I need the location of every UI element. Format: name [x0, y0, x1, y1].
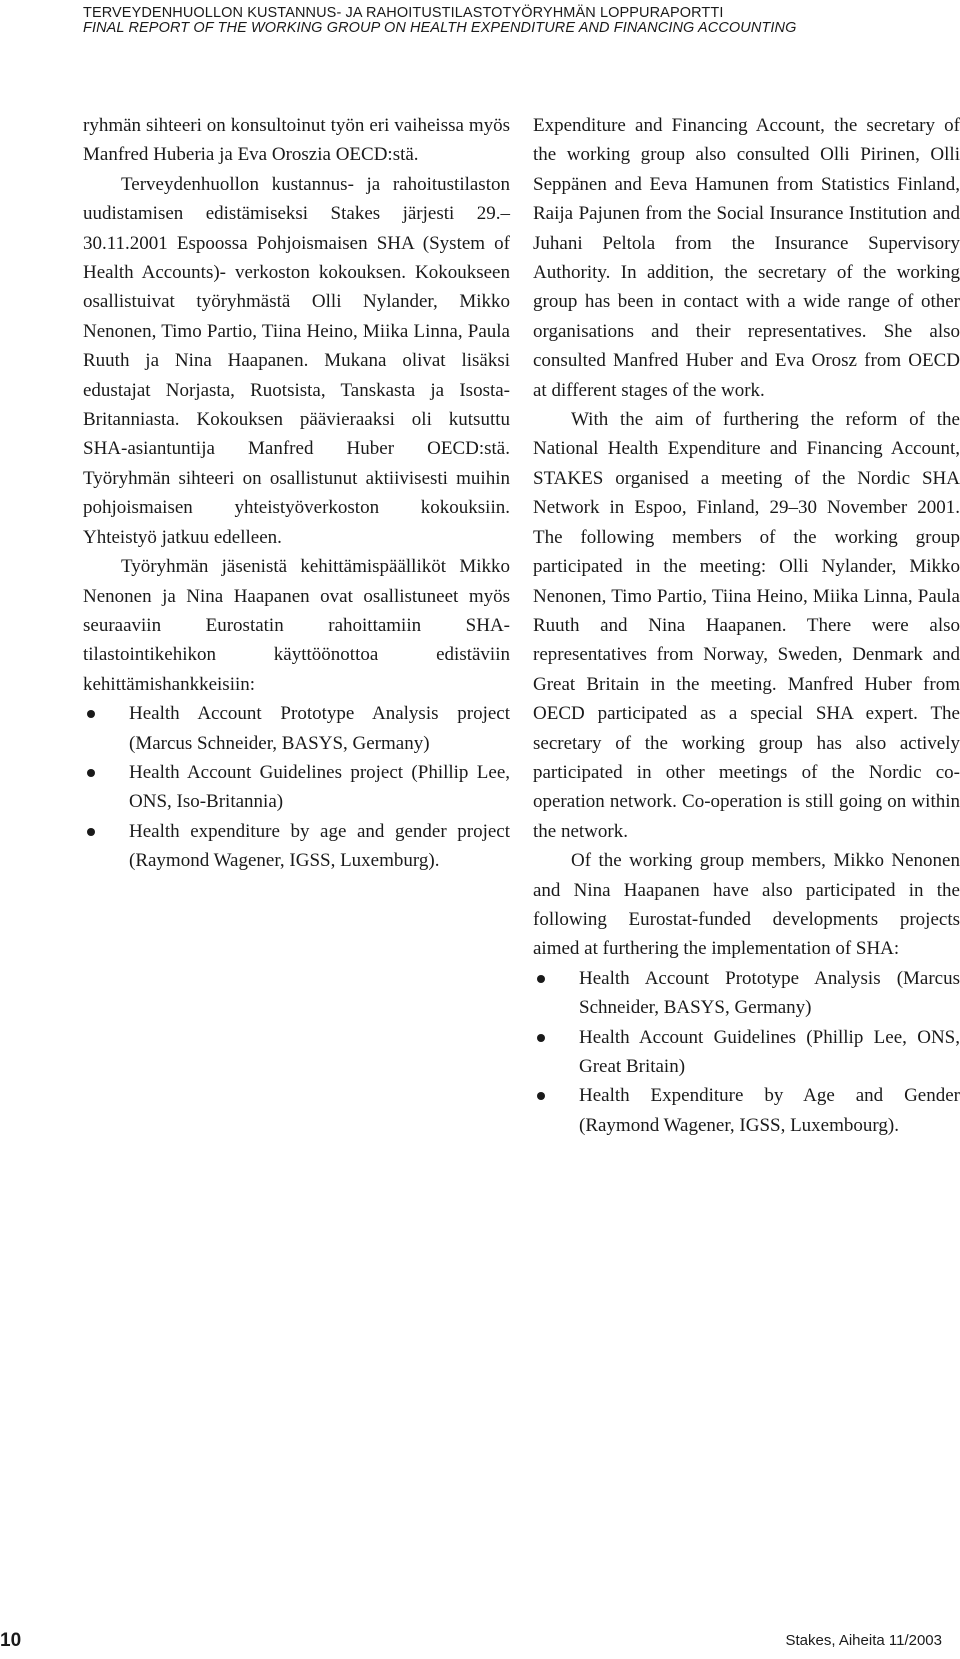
- bullet-icon: [537, 975, 545, 983]
- left-paragraph-3: Työryhmän jäsenistä kehittämispäälliköt Mikko Nenonen ja Nina Haapanen ovat osallistuneet myös seuraaviin Eurostatin rahoittamiin SHA-tilastointikehikon käyttöönottoa edistäviin kehittämishankkeisiin:: [83, 556, 510, 695]
- list-item: [533, 1023, 960, 1082]
- bullet-icon: [537, 1034, 545, 1042]
- header-title-finnish: TERVEYDENHUOLLON KUSTANNUS- JA RAHOITUSTILASTOTYÖRYHMÄN LOPPURAPORTTI: [83, 5, 724, 21]
- list-item-text: Health Account Guidelines (Phillip Lee, ONS, Great Britain): [579, 1026, 960, 1077]
- list-item: [533, 964, 960, 1023]
- list-item: [533, 1081, 960, 1140]
- left-bullet-list: [83, 699, 510, 875]
- page-number: 10: [0, 1630, 22, 1651]
- right-column: [533, 111, 960, 1140]
- left-paragraph-1: ryhmän sihteeri on konsultoinut työn eri vaiheissa myös Manfred Huberia ja Eva Oroszia OECD:stä.: [83, 115, 510, 166]
- list-item-text: Health Account Prototype Analysis project (Marcus Schneider, BASYS, Germany): [129, 703, 510, 754]
- right-paragraph-2: With the aim of furthering the reform of the National Health Expenditure and Financing Account, STAKES organised a meeting of the Nordic SHA Network in Espoo, Finland, 29–30 November 2001. The following members of the working group participated in the meeting: Olli Nylander, Mikko Nenonen, Timo Partio, Tiina Heino, Miika Linna, Paula Ruuth and Nina Haapanen. There were also representatives from Norway, Sweden, Denmark and Great Britain in the meeting. Manfred Huber from OECD participated as a special SHA expert. The secretary of the working group has also actively participated in other meetings of the Nordic co-operation network. Co-operation is still going on within the network.: [533, 409, 960, 842]
- right-paragraph-3: Of the working group members, Mikko Nenonen and Nina Haapanen have also participated in the following Eurostat-funded developments projects aimed at furthering the implementation of SHA:: [533, 850, 960, 960]
- list-item-text: Health Account Guidelines project (Phillip Lee, ONS, Iso-Britannia): [129, 761, 510, 813]
- footer-source: Stakes, Aiheita 11/2003: [785, 1632, 942, 1649]
- running-header: [83, 6, 796, 36]
- list-item-text: Health expenditure by age and gender project (Raymond Wagener, IGSS, Luxemburg).: [129, 820, 510, 872]
- bullet-icon: [87, 769, 95, 777]
- header-title-english: FINAL REPORT OF THE WORKING GROUP ON HEALTH EXPENDITURE AND FINANCING ACCOUNTING: [83, 20, 797, 36]
- right-paragraph-1: Expenditure and Financing Account, the secretary of the working group also consulted Olli Pirinen, Olli Seppänen and Eeva Hamunen from Statistics Finland, Raija Pajunen from the Social Insurance Institution and Juhani Peltola from the Insurance Supervisory Authority. In addition, the secretary of the working group has been in contact with a wide range of other organisations and their representatives. She also consulted Manfred Huber and Eva Orosz from OECD at different stages of the work.: [533, 115, 960, 401]
- list-item: [83, 817, 510, 876]
- bullet-icon: [537, 1092, 545, 1100]
- bullet-icon: [87, 828, 95, 836]
- left-paragraph-2: Terveydenhuollon kustannus- ja rahoitustilaston uudistamisen edistämiseksi Stakes järjesti 29.–30.11.2001 Espoossa Pohjoismaisen SHA (System of Health Accounts)- verkoston kokouksen. Kokoukseen osallistuivat työryhmästä Olli Nylander, Mikko Nenonen, Timo Partio, Tiina Heino, Miika Linna, Paula Ruuth ja Nina Haapanen. Mukana olivat lisäksi edustajat Norjasta, Ruotsista, Tanskasta ja Isosta-Britanniasta. Kokouksen päävieraaksi oli kutsuttu SHA-asiantuntija Manfred Huber OECD:stä. Työryhmän sihteeri on osallistunut aktiivisesti muihin pohjoismaisen yhteistyöverkoston kokouksiin. Yhteistyö jatkuu edelleen.: [83, 173, 510, 548]
- right-bullet-list: [533, 964, 960, 1140]
- list-item: [83, 699, 510, 758]
- list-item: [83, 758, 510, 817]
- bullet-icon: [87, 710, 95, 718]
- left-column: [83, 111, 510, 876]
- list-item-text: Health Account Prototype Analysis (Marcus Schneider, BASYS, Germany): [579, 967, 960, 1019]
- list-item-text: Health Expenditure by Age and Gender (Raymond Wagener, IGSS, Luxembourg).: [579, 1085, 960, 1136]
